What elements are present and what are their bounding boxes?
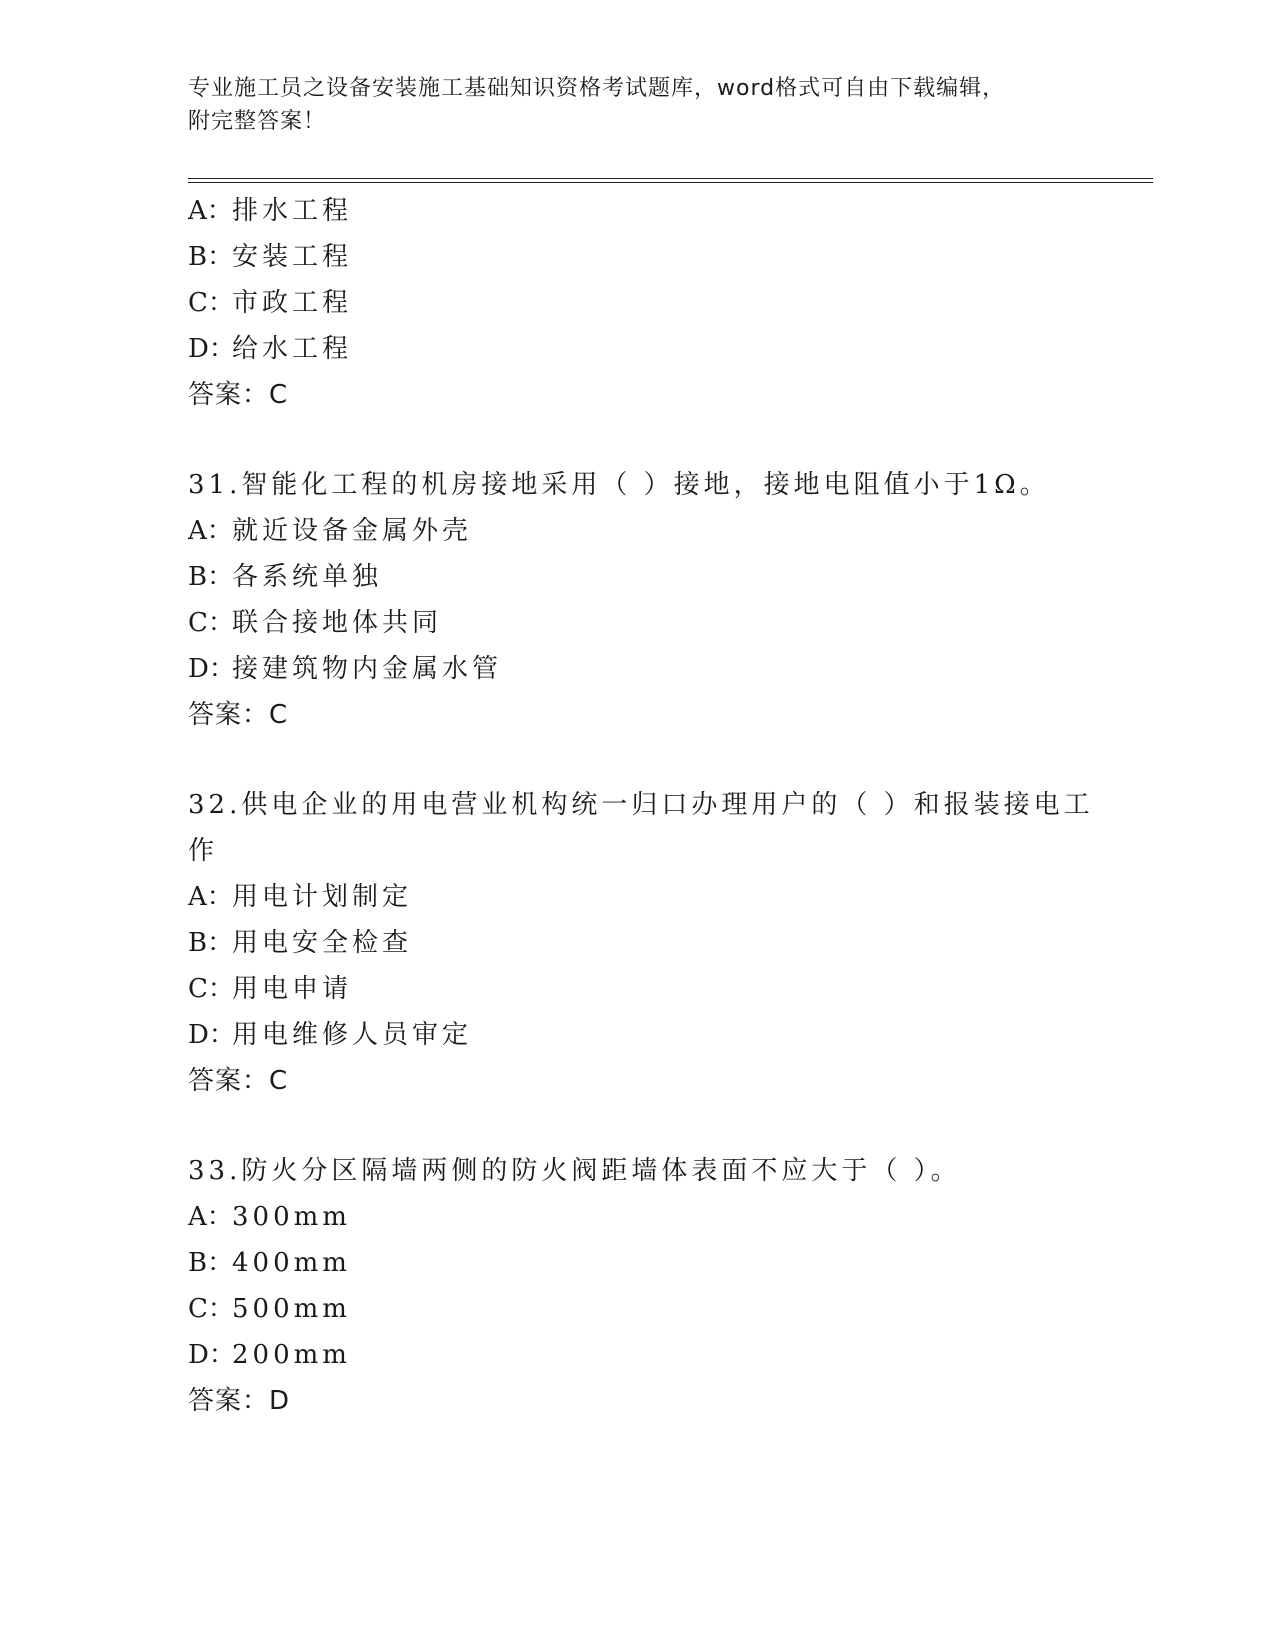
question-stem-continued: 作 [188, 836, 219, 866]
option-label: B： [188, 928, 234, 958]
option-d [188, 1332, 1088, 1378]
option-c [188, 600, 1088, 646]
question-31 [188, 462, 1088, 738]
option-a [188, 188, 1088, 234]
option-text: 市政工程 [232, 288, 353, 318]
option-label: B： [188, 1248, 234, 1278]
header-line-2: 附完整答案！ [188, 109, 327, 134]
question-stem: 31.智能化工程的机房接地采用（ ）接地，接地电阻值小于1Ω。 [188, 470, 1050, 500]
document-header [188, 72, 1068, 138]
option-text: 用电计划制定 [232, 882, 413, 912]
option-a [188, 508, 1088, 554]
option-label: A： [188, 196, 233, 226]
option-label: B： [188, 242, 234, 272]
option-b [188, 554, 1088, 600]
option-b [188, 920, 1088, 966]
answer-line: 答案：C [188, 1066, 289, 1096]
option-d [188, 646, 1088, 692]
option-text: 接建筑物内金属水管 [232, 654, 503, 684]
option-label: D： [188, 1340, 235, 1370]
option-label: D： [188, 1020, 235, 1050]
option-label: A： [188, 516, 233, 546]
option-label: A： [188, 882, 233, 912]
option-text: 用电申请 [232, 974, 353, 1004]
option-text: 200mm [232, 1340, 351, 1370]
option-text: 用电安全检查 [232, 928, 413, 958]
option-label: B： [188, 562, 234, 592]
question-30-continued [188, 188, 1088, 418]
option-label: D： [188, 654, 235, 684]
option-label: A： [188, 1202, 233, 1232]
option-c [188, 1286, 1088, 1332]
question-stem: 33.防火分区隔墙两侧的防火阀距墙体表面不应大于（ ）。 [188, 1156, 961, 1186]
option-d [188, 326, 1088, 372]
option-text: 给水工程 [232, 334, 353, 364]
option-c [188, 280, 1088, 326]
option-text: 就近设备金属外壳 [232, 516, 473, 546]
answer-line: 答案：C [188, 700, 289, 730]
option-text: 用电维修人员审定 [232, 1020, 473, 1050]
option-label: C： [188, 608, 234, 638]
option-text: 各系统单独 [232, 562, 383, 592]
option-d [188, 1012, 1088, 1058]
question-list [188, 188, 1094, 1424]
option-text: 联合接地体共同 [232, 608, 443, 638]
option-text: 300mm [232, 1202, 351, 1232]
question-stem: 32.供电企业的用电营业机构统一归口办理用户的（ ）和报装接电工 [188, 790, 1094, 820]
question-32 [188, 782, 1094, 1104]
option-text: 500mm [232, 1294, 351, 1324]
option-label: D： [188, 334, 235, 364]
answer-line: 答案：C [188, 380, 289, 410]
option-b [188, 234, 1088, 280]
option-b [188, 1240, 1088, 1286]
option-text: 400mm [232, 1248, 351, 1278]
header-divider-bottom [188, 182, 1153, 183]
answer-line: 答案：D [188, 1386, 291, 1416]
option-c [188, 966, 1088, 1012]
option-a [188, 874, 1088, 920]
option-text: 排水工程 [232, 196, 353, 226]
header-line-1: 专业施工员之设备安装施工基础知识资格考试题库，word格式可自由下载编辑， [188, 76, 1006, 101]
option-label: C： [188, 974, 234, 1004]
header-divider-top [188, 178, 1153, 179]
option-text: 安装工程 [232, 242, 353, 272]
option-label: C： [188, 1294, 234, 1324]
option-a [188, 1194, 1088, 1240]
question-33 [188, 1148, 1088, 1424]
option-label: C： [188, 288, 234, 318]
